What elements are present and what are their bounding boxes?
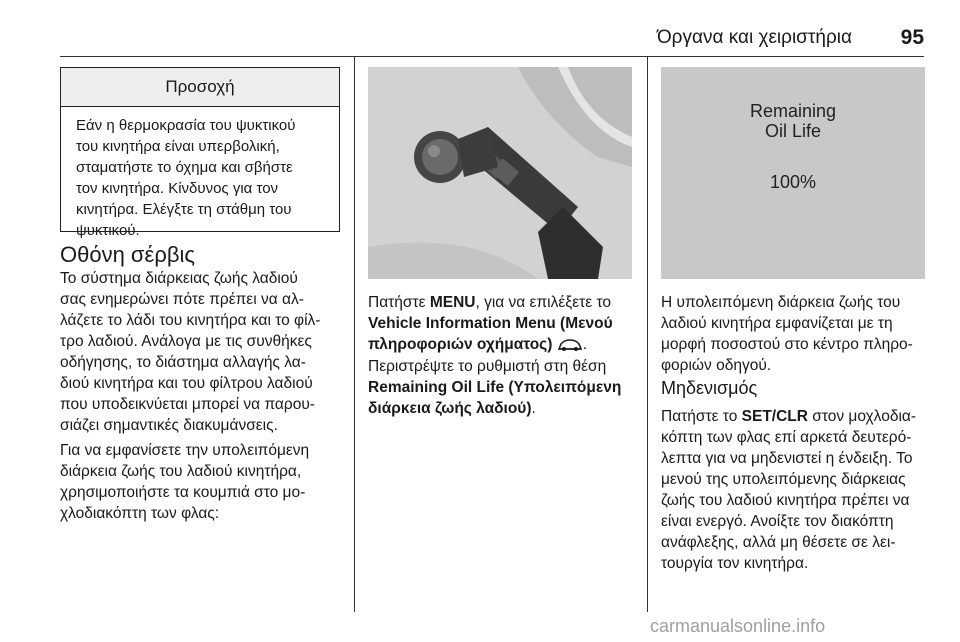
oil-life-description-paragraph <box>661 292 931 376</box>
text-line: που υποδεικνύεται μπορεί να παρου- <box>60 396 315 413</box>
column-divider-2 <box>647 56 648 612</box>
page-number: 95 <box>900 26 924 49</box>
text-line: είναι ενεργό. Ανοίξτε τον διακόπτη <box>661 513 894 530</box>
caution-line: κινητήρα. Ελέγξτε τη στάθμη του <box>76 201 292 218</box>
menu-button-label: MENU <box>429 294 476 311</box>
text-line: χρησιμοποιήστε τα κουμπιά στο μο- <box>60 484 306 501</box>
text-line: Το σύστημα διάρκειας ζωής λαδιού <box>60 270 298 287</box>
text-line: μενού της υπολειπόμενης διάρκειας <box>661 471 906 488</box>
text-line: σας ενημερώνει πότε πρέπει να αλ- <box>60 291 304 308</box>
oil-life-display-illustration <box>661 67 925 279</box>
text-line: φοριών οδηγού. <box>661 357 772 374</box>
text-line: Η υπολειπόμενη διάρκεια ζωής του <box>661 294 901 311</box>
lever-drawing <box>368 67 632 279</box>
watermark: carmanualsonline.info <box>650 616 826 636</box>
menu-item-name: διάρκεια ζωής λαδιού) <box>368 400 532 417</box>
text-fragment: . <box>531 400 536 417</box>
display-title-line1: Remaining <box>749 101 837 121</box>
display-title-line2: Oil Life <box>764 121 822 141</box>
text-line: διάρκεια ζωής του λαδιού κινητήρα, <box>60 463 302 480</box>
text-line: χλοδιακόπτη των φλας: <box>60 505 220 522</box>
text-line: μορφή ποσοστού στο κέντρο πληρο- <box>661 336 913 353</box>
service-display-paragraph <box>60 268 342 436</box>
text-fragment: , για να επιλέξετε το <box>475 294 611 311</box>
text-line: Για να εμφανίσετε την υπολειπόμενη <box>60 442 310 459</box>
text-line: λαδιού κινητήρα εμφανίζεται με τη <box>661 315 893 332</box>
caution-box <box>60 67 340 239</box>
caution-line: ψυκτικού. <box>76 222 140 239</box>
caution-title: Προσοχή <box>61 68 339 107</box>
text-line: σιάζει σημαντικές διακυμάνσεις. <box>60 417 278 434</box>
menu-item-name: Remaining Oil Life (Υπολειπόμενη <box>368 379 622 396</box>
header-rule <box>60 56 924 57</box>
text-fragment: . <box>582 336 588 353</box>
menu-name: πληροφοριών οχήματος) <box>368 336 553 353</box>
text-line: ανάφλεξης, αλλά μη θέσετε σε λει- <box>661 534 896 551</box>
text-line: τουργία τον κινητήρα. <box>661 555 809 572</box>
page-header-title: Όργανα και χειριστήρια <box>656 27 852 48</box>
turn-signal-lever-illustration <box>368 67 632 279</box>
menu-name: Vehicle Information Menu (Μενού <box>368 315 613 332</box>
text-fragment: Πατήστε το <box>661 408 742 425</box>
text-fragment: στον μοχλοδια- <box>807 408 917 425</box>
menu-instructions-paragraph <box>368 292 638 355</box>
caution-body <box>61 107 339 241</box>
reset-heading: Μηδενισμός <box>661 378 758 398</box>
caution-line: Εάν η θερμοκρασία του ψυκτικού <box>76 117 296 134</box>
text-line: κόπτη των φλας επί αρκετά δευτερό- <box>661 429 912 446</box>
text-line: Περιστρέψτε το ρυθμιστή στη θέση <box>368 358 607 375</box>
rotate-instructions-paragraph <box>368 356 638 419</box>
caution-line: τον κινητήρα. Κίνδυνος για τον <box>76 180 279 197</box>
caution-line: σταματήστε το όχημα και σβήστε <box>76 159 293 176</box>
text-line: λεπτα για να μηδενιστεί η ένδειξη. Το <box>661 450 913 467</box>
text-line: διού κινητήρα και του φίλτρου λαδιού <box>60 375 313 392</box>
text-line: ζωής του λαδιού κινητήρα πρέπει να <box>661 492 910 509</box>
reset-instructions-paragraph <box>661 406 931 574</box>
vehicle-icon <box>557 338 583 352</box>
text-line: τρο λαδιού. Ανάλογα με τις συνθήκες <box>60 333 312 350</box>
set-clr-button-label: SET/CLR <box>741 408 808 425</box>
column-divider-1 <box>354 56 355 612</box>
display-oil-life-value: 100% <box>769 172 817 192</box>
service-display-heading: Οθόνη σέρβις <box>60 242 195 267</box>
display-instructions-paragraph <box>60 440 342 524</box>
caution-line: του κινητήρα είναι υπερβολική, <box>76 138 280 155</box>
text-fragment: Πατήστε <box>368 294 430 311</box>
text-line: λάζετε το λάδι του κινητήρα και το φίλ- <box>60 312 321 329</box>
text-line: οδήγησης, το διάστημα αλλαγής λα- <box>60 354 306 371</box>
